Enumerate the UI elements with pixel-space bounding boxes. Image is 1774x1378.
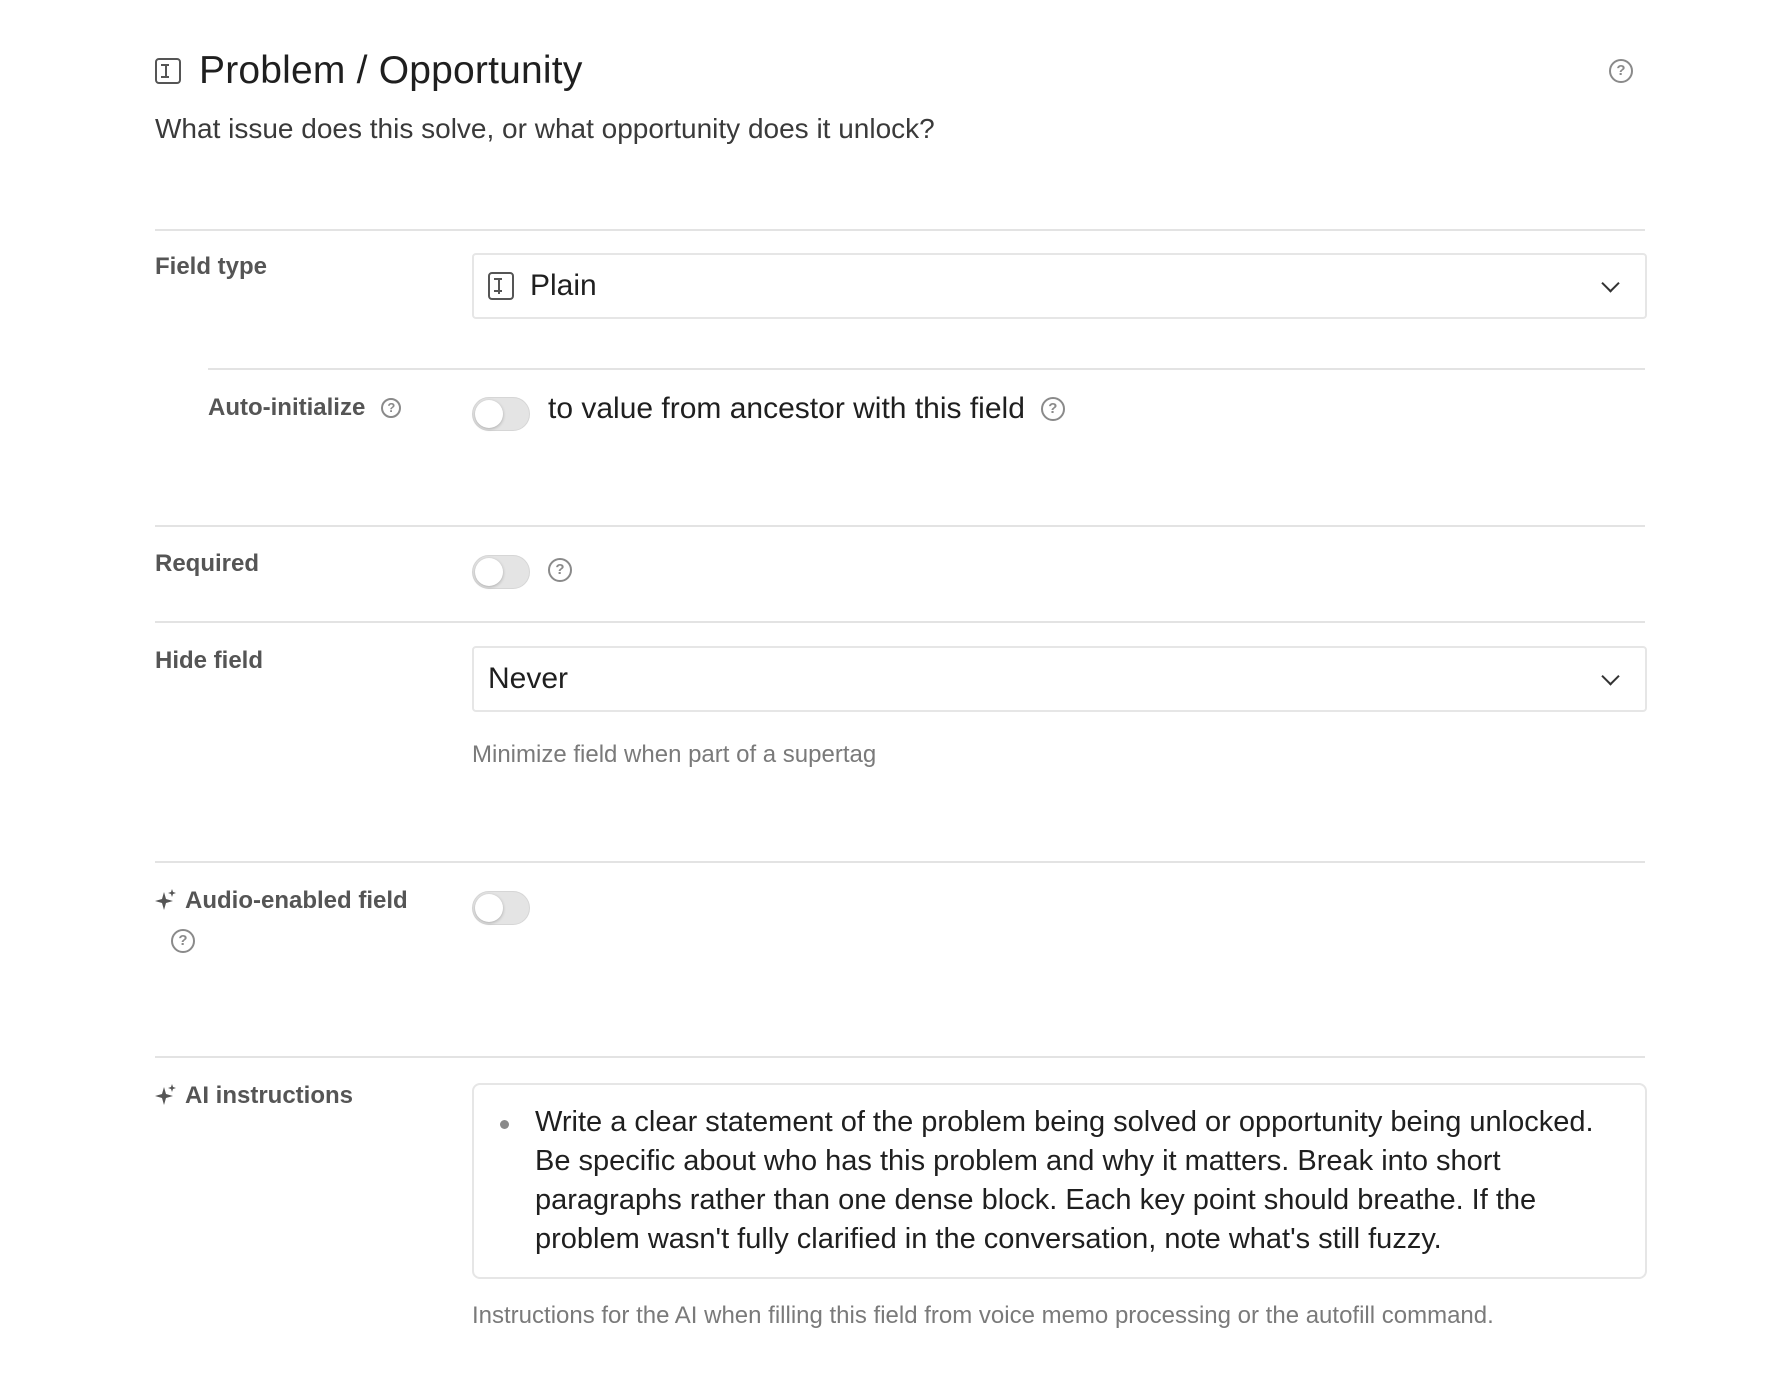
ai-instructions-label: AI instructions xyxy=(185,1082,354,1109)
bullet-dot xyxy=(500,1120,509,1129)
page-title[interactable]: Problem / Opportunity xyxy=(199,49,583,92)
divider xyxy=(155,525,1645,527)
hide-field-value: Never xyxy=(488,662,569,695)
audio-enabled-label: Audio-enabled field xyxy=(185,887,408,914)
sparkle-icon xyxy=(155,1083,177,1109)
required-label: Required xyxy=(155,550,260,577)
divider xyxy=(155,1056,1645,1058)
ai-instructions-hint: Instructions for the AI when filling this field from voice memo processing or the autofill command. xyxy=(472,1302,1494,1329)
auto-initialize-description xyxy=(548,392,1065,426)
audio-enabled-toggle[interactable] xyxy=(472,891,530,925)
field-type-select[interactable] xyxy=(472,253,1647,319)
divider xyxy=(155,861,1645,863)
required-help-icon[interactable]: ? xyxy=(548,558,572,582)
auto-initialize-toggle[interactable] xyxy=(472,397,530,431)
field-type-plain-icon xyxy=(488,272,514,300)
required-toggle[interactable] xyxy=(472,555,530,589)
chevron-down-icon xyxy=(1601,274,1619,292)
hide-field-hint: Minimize field when part of a supertag xyxy=(472,741,877,768)
ai-instructions-label-group xyxy=(155,1082,353,1110)
divider xyxy=(155,229,1645,231)
ai-instructions-editor[interactable] xyxy=(472,1083,1647,1279)
hide-field-label: Hide field xyxy=(155,647,264,674)
auto-initialize-text: to value from ancestor with this field xyxy=(548,392,1025,425)
field-type-label: Field type xyxy=(155,253,268,280)
page-description[interactable]: What issue does this solve, or what opportunity does it unlock? xyxy=(155,113,935,144)
chevron-down-icon xyxy=(1601,667,1619,685)
divider xyxy=(155,621,1645,623)
auto-initialize-help-icon[interactable]: ? xyxy=(381,398,401,418)
field-type-plain-icon xyxy=(155,58,181,84)
field-type-value: Plain xyxy=(530,269,597,302)
audio-enabled-label-group xyxy=(155,887,408,915)
audio-enabled-help-icon[interactable]: ? xyxy=(171,929,195,953)
header xyxy=(155,48,1645,94)
divider xyxy=(208,368,1645,370)
hide-field-select[interactable] xyxy=(472,646,1647,712)
auto-initialize-label: Auto-initialize xyxy=(208,394,366,421)
auto-initialize-label-group xyxy=(208,394,401,422)
help-icon[interactable]: ? xyxy=(1609,59,1633,83)
ai-instructions-text[interactable]: Write a clear statement of the problem being solved or opportunity being unlocked. Be specific about who has this problem and why it matters. Break into short paragraphs rather than one dense block. Each key point should breathe. If the problem wasn't fully clarified in the conversation, note what's still fuzzy. xyxy=(535,1106,1594,1255)
sparkle-icon xyxy=(155,888,177,914)
auto-initialize-info-icon[interactable]: ? xyxy=(1041,397,1065,421)
